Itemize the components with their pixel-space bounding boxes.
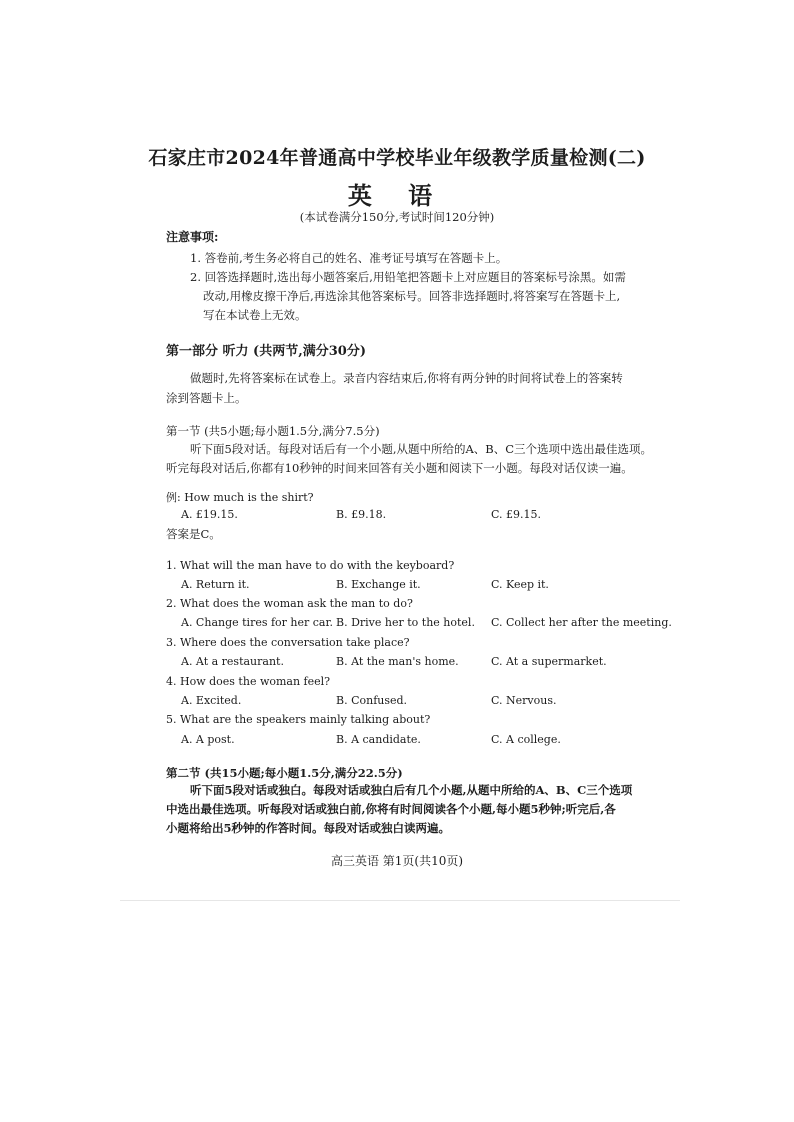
question-2-option-b: B. Drive her to the hotel. bbox=[336, 616, 475, 629]
example-question: 例: How much is the shirt? bbox=[166, 491, 314, 504]
example-option-c: C. £9.15. bbox=[491, 508, 542, 521]
question-3-option-c: C. At a supermarket. bbox=[491, 655, 607, 668]
section2-instructions-line-3: 小题将给出5秒钟的作答时间。每段对话或独白读两遍。 bbox=[166, 821, 450, 835]
question-4-option-a: A. Excited. bbox=[181, 694, 242, 707]
question-1: 1. What will the man have to do with the keyboard? bbox=[166, 559, 455, 572]
question-4: 4. How does the woman feel? bbox=[166, 675, 331, 688]
question-2-option-a: A. Change tires for her car. bbox=[181, 616, 334, 629]
question-3-option-b: B. At the man's home. bbox=[336, 655, 459, 668]
question-5: 5. What are the speakers mainly talking about? bbox=[166, 713, 431, 726]
example-answer: 答案是C。 bbox=[166, 527, 221, 541]
question-2-option-c: C. Collect her after the meeting. bbox=[491, 616, 672, 629]
notice-item-2-line-1: 2. 回答选择题时,选出每小题答案后,用铅笔把答题卡上对应题目的答案标号涂黑。如需 bbox=[190, 270, 626, 284]
exam-title: 石家庄市2024年普通高中学校毕业年级教学质量检测(二) bbox=[148, 147, 646, 169]
question-1-option-b: B. Exchange it. bbox=[336, 578, 421, 591]
question-3-option-a: A. At a restaurant. bbox=[181, 655, 284, 668]
section1-heading: 第一节 (共5小题;每小题1.5分,满分7.5分) bbox=[166, 424, 380, 438]
notice-item-2-line-2: 改动,用橡皮擦干净后,再选涂其他答案标号。回答非选择题时,将答案写在答题卡上, bbox=[203, 289, 621, 303]
example-option-a: A. £19.15. bbox=[181, 508, 238, 521]
notice-item-1: 1. 答卷前,考生务必将自己的姓名、准考证号填写在答题卡上。 bbox=[190, 251, 508, 265]
part1-intro-line-2: 涂到答题卡上。 bbox=[166, 391, 247, 405]
page-footer: 高三英语 第1页(共10页) bbox=[330, 854, 464, 868]
part1-heading: 第一部分 听力 (共两节,满分30分) bbox=[166, 344, 366, 359]
exam-info: (本试卷满分150分,考试时间120分钟) bbox=[299, 210, 495, 224]
example-option-b: B. £9.18. bbox=[336, 508, 387, 521]
section1-instructions-line-1: 听下面5段对话。每段对话后有一个小题,从题中所给的A、B、C三个选项中选出最佳选项。 bbox=[190, 442, 653, 456]
section2-instructions-line-1: 听下面5段对话或独白。每段对话或独白后有几个小题,从题中所给的A、B、C三个选项 bbox=[190, 783, 633, 797]
section2-instructions-line-2: 中选出最佳选项。听每段对话或独白前,你将有时间阅读各个小题,每小题5秒钟;听完后,各 bbox=[166, 802, 616, 816]
part1-intro-line-1: 做题时,先将答案标在试卷上。录音内容结束后,你将有两分钟的时间将试卷上的答案转 bbox=[190, 371, 623, 385]
notice-heading: 注意事项: bbox=[166, 230, 219, 244]
section2-heading: 第二节 (共15小题;每小题1.5分,满分22.5分) bbox=[166, 766, 403, 780]
notice-item-2-line-3: 写在本试卷上无效。 bbox=[203, 308, 307, 322]
question-5-option-b: B. A candidate. bbox=[336, 733, 421, 746]
question-1-option-a: A. Return it. bbox=[181, 578, 250, 591]
question-3: 3. Where does the conversation take place? bbox=[166, 636, 410, 649]
question-1-option-c: C. Keep it. bbox=[491, 578, 549, 591]
scan-divider bbox=[120, 900, 680, 901]
section1-instructions-line-2: 听完每段对话后,你都有10秒钟的时间来回答有关小题和阅读下一小题。每段对话仅读一遍。 bbox=[166, 461, 633, 475]
question-4-option-b: B. Confused. bbox=[336, 694, 408, 707]
question-2: 2. What does the woman ask the man to do? bbox=[166, 597, 413, 610]
question-5-option-a: A. A post. bbox=[181, 733, 235, 746]
subject-title: 英 语 bbox=[347, 181, 447, 210]
question-5-option-c: C. A college. bbox=[491, 733, 561, 746]
question-4-option-c: C. Nervous. bbox=[491, 694, 557, 707]
